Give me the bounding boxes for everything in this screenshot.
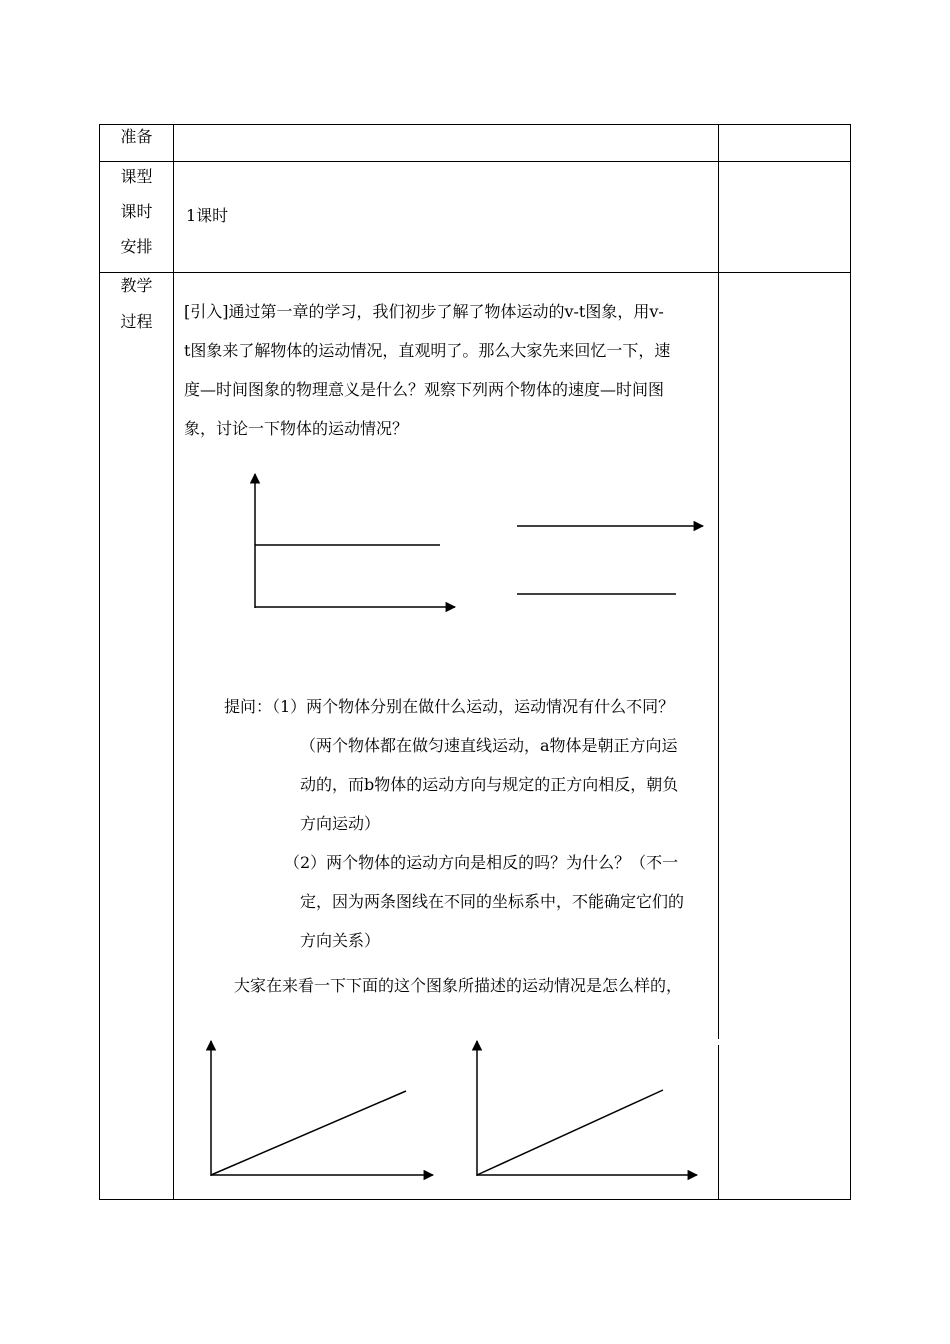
figure-linear-2 <box>477 1041 697 1176</box>
figure-constant-velocity <box>255 474 455 608</box>
fig4-velocity-line <box>477 1090 663 1175</box>
row-label-type-1: 课型 <box>120 167 153 186</box>
question-2-line-3: 方向关系） <box>300 931 381 950</box>
question-1: 提问：（1）两个物体分别在做什么运动，运动情况有什么不同？ <box>224 697 675 716</box>
row-label-process-2: 过程 <box>120 312 153 331</box>
class-hours-value: 1课时 <box>186 206 229 225</box>
answer-1-line-3: 方向运动） <box>300 814 381 833</box>
intro-line-1: [引入]通过第一章的学习，我们初步了解了物体运动的v-t图象，用v- <box>184 302 664 321</box>
figure-two-lines <box>517 526 703 594</box>
intro-line-2: t图象来了解物体的运动情况，直观明了。那么大家先来回忆一下，速 <box>184 341 671 360</box>
question-2-line-1: （2）两个物体的运动方向是相反的吗？为什么？（不一 <box>284 853 679 872</box>
figure-linear-1 <box>211 1041 433 1176</box>
fig3-velocity-line <box>211 1091 406 1175</box>
followup-text: 大家在来看一下下面的这个图象所描述的运动情况是怎么样的， <box>234 976 683 995</box>
row-label-prep: 准备 <box>120 127 153 146</box>
row-label-type-3: 安排 <box>120 237 153 256</box>
intro-line-4: 象，讨论一下物体的运动情况？ <box>184 419 409 438</box>
intro-line-3: 度—时间图象的物理意义是什么？观察下列两个物体的速度—时间图 <box>184 380 665 399</box>
row-label-process-1: 教学 <box>120 276 153 295</box>
answer-1-line-1: （两个物体都在做匀速直线运动，a物体是朝正方向运 <box>300 736 678 755</box>
answer-1-line-2: 动的，而b物体的运动方向与规定的正方向相反，朝负 <box>300 775 679 794</box>
row-label-type-2: 课时 <box>120 202 153 221</box>
question-2-line-2: 定，因为两条图线在不同的坐标系中，不能确定它们的 <box>300 892 685 911</box>
